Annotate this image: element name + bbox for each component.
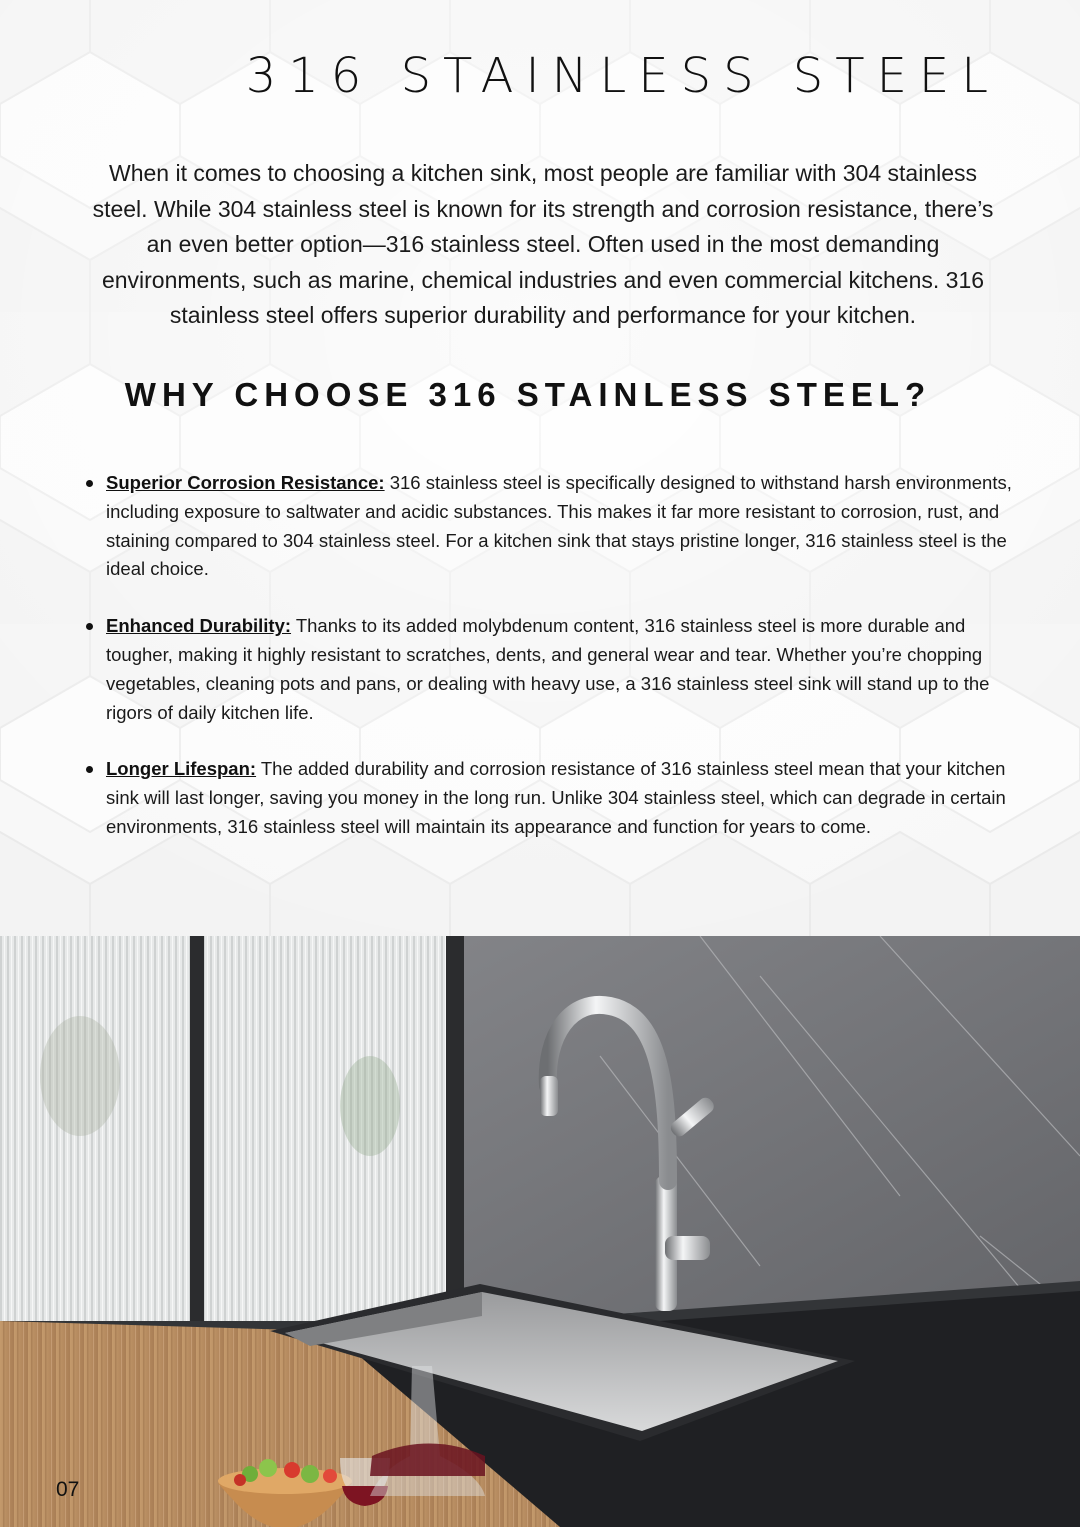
benefit-durability <box>80 612 1020 727</box>
benefit-corrosion <box>80 469 1020 584</box>
bullet-dot-icon <box>86 766 93 773</box>
kitchen-sink-illustration <box>0 936 1080 1527</box>
benefit-lead: Superior Corrosion Resistance: <box>106 472 385 493</box>
benefit-text: Thanks to its added molybdenum content, 316 stainless steel is more durable and tougher, making it highly resistant to scratches, dents, and general wear and tear. Whether you’re chopping vegetables, cleaning pots and pans, or dealing with heavy use, a 316 stainless steel sink will stand up to the rigors of daily kitchen life. <box>106 615 990 723</box>
page-number: 07 <box>56 1478 80 1501</box>
bullet-dot-icon <box>86 623 93 630</box>
intro-paragraph: When it comes to choosing a kitchen sink, most people are familiar with 304 stainless steel. While 304 stainless steel is known for its strength and corrosion resistance, there’s an even better option—316 stainless steel. Often used in the most demanding environments, such as marine, chemical industries and even commercial kitchens. 316 stainless steel offers superior durability and performance for your kitchen. <box>92 160 994 328</box>
section-heading: WHY CHOOSE 316 STAINLESS STEEL? <box>124 376 932 413</box>
benefit-lifespan <box>80 755 1020 841</box>
benefit-text: The added durability and corrosion resistance of 316 stainless steel mean that your kitchen sink will last longer, saving you money in the long run. Unlike 304 stainless steel, which can degrade in certain environments, 316 stainless steel will maintain its appearance and function for years to come. <box>106 758 1006 837</box>
benefit-text: 316 stainless steel is specifically designed to withstand harsh environments, including exposure to saltwater and acidic substances. This makes it far more resistant to corrosion, rust, and staining compared to 304 stainless steel. For a kitchen sink that stays pristine longer, 316 stainless steel is the ideal choice. <box>106 472 1012 580</box>
page-title: 316 STAINLESS STEEL <box>245 48 1000 104</box>
benefit-lead: Longer Lifespan: <box>106 758 257 780</box>
bullet-dot-icon <box>86 480 93 487</box>
benefit-lead: Enhanced Durability: <box>106 615 292 637</box>
benefits-list <box>80 469 1020 870</box>
kitchen-sink-photo <box>0 936 1080 1527</box>
